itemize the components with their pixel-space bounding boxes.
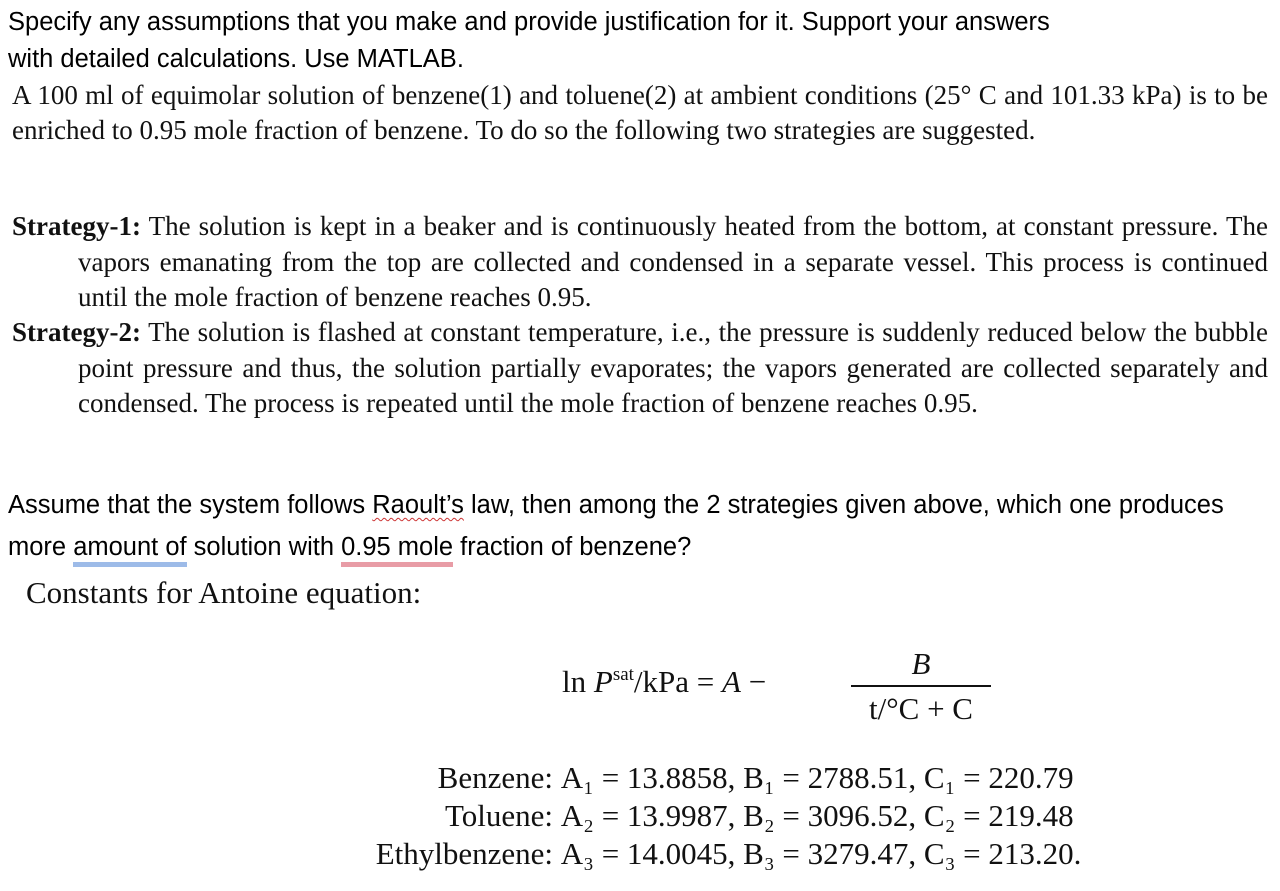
spellcheck-raoult[interactable]: Raoult’s (372, 491, 464, 519)
compound-values: A₂ = 13.9987, B₂ = 3096.52, C₂ = 219.48 (560, 798, 1074, 833)
eq-ln: ln (562, 664, 594, 699)
eq-p: P (593, 664, 613, 699)
instructions-line-2: with detailed calculations. Use MATLAB. (8, 45, 464, 73)
strategy-2-text: The solution is flashed at constant temperature, i.e., the pressure is suddenly reduced below the bubble point pressure and thus, the solution partially evaporates; the vapors generated are collected separately and condensed. The process is repeated until the mole fraction of benzene reaches 0.95. (78, 317, 1269, 418)
question (8, 484, 1268, 568)
constants-row-benzene (340, 759, 1081, 797)
strategy-1-text: The solution is kept in a beaker and is continuously heated from the bottom, at constant pressure. The vapors emanating from the top are collected and condensed in a separate vessel. This process is continued until the mole fraction of benzene reaches 0.95. (78, 211, 1269, 312)
eq-fraction-bar (851, 685, 991, 687)
equation-lhs (562, 664, 766, 700)
question-part-4: fraction of benzene? (453, 533, 692, 561)
constants-row-ethylbenzene (340, 835, 1081, 873)
constants-table (340, 759, 1081, 873)
instructions-line-1: Specify any assumptions that you make and provide justification for it. Support your answers (8, 8, 1050, 36)
compound-name: Toluene: (444, 798, 553, 833)
constants-row-toluene (340, 797, 1081, 835)
eq-numerator: B (911, 646, 931, 681)
eq-minus: − (740, 664, 767, 699)
antoine-title: Constants for Antoine equation: (26, 575, 422, 610)
strategy-2-label: Strategy-2: (12, 317, 141, 347)
equation-fraction (851, 643, 991, 729)
question-part-2: law, then among the 2 strategies given above, which one produces more (8, 491, 1224, 561)
compound-name: Ethylbenzene: (375, 836, 553, 871)
instructions (8, 4, 1268, 78)
compound-values: A₃ = 14.0045, B₃ = 3279.47, C₃ = 213.20. (560, 836, 1082, 871)
highlight-mole[interactable]: 0.95 mole (341, 533, 453, 567)
eq-sat: sat (612, 664, 634, 685)
eq-denominator: t/°C + C (869, 691, 973, 726)
strategy-1 (12, 209, 1268, 316)
question-part-3: solution with (186, 533, 342, 561)
eq-a: A (722, 664, 741, 699)
compound-name: Benzene: (437, 760, 553, 795)
question-part-1: Assume that the system follows (8, 491, 373, 519)
eq-unit: /kPa = (633, 664, 723, 699)
strategy-2 (12, 315, 1268, 422)
grammar-highlight-amount[interactable]: amount of (73, 533, 186, 567)
problem-statement: A 100 ml of equimolar solution of benzene(1) and toluene(2) at ambient conditions (25° C and 101.33 kPa) is to be enriched to 0.95 mole fraction of benzene. To do so the following two strategies are suggested. (12, 80, 1268, 145)
compound-values: A₁ = 13.8858, B₁ = 2788.51, C₁ = 220.79 (560, 760, 1074, 795)
strategy-1-label: Strategy-1: (12, 211, 141, 241)
